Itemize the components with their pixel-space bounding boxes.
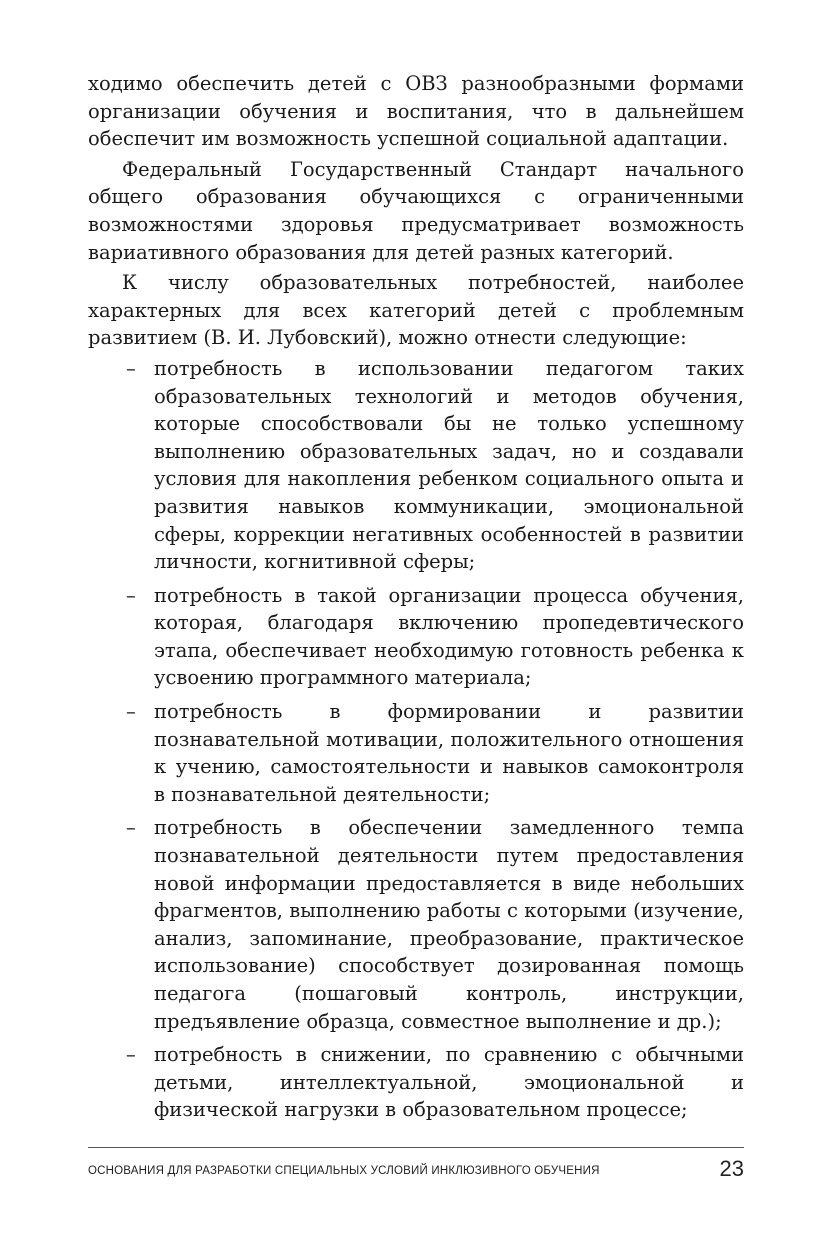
page-body <box>88 70 744 1130</box>
list-item-text: потребность в использовании педагогом таких образовательных технологий и методов обучения, которые способствовали бы не только успешному выполнению образовательных задач, но и создавали условия для накопления ребенком социального опыта и развития навыков коммуникации, эмоциональной сферы, коррекции негативных особенностей в развитии личности, когнитивной сферы; <box>154 356 744 574</box>
list-item-text: потребность в обеспечении замедленного темпа познавательной деятельности путем предоставления новой информации предоставляется в виде небольших фрагментов, выполнению работы с которыми (изучение, анализ, запоминание, преобразование, практическое использование) способствует дозированная помощь педагога (пошаговый контроль, инструкции, предъявление образца, совместное выполнение и др.); <box>154 816 744 1033</box>
paragraph-needs-intro: К числу образовательных потребностей, наиболее характерных для всех категорий детей с проблемным развитием (В. И. Лубовский), можно отнести следующие: <box>88 271 744 350</box>
list-item-text: потребность в формировании и развитии познавательной мотивации, положительного отношения к учению, самостоятельности и навыков самоконтроля в познавательной деятельности; <box>154 700 744 806</box>
list-item-text: потребность в такой организации процесса обучения, которая, благодаря включению пропедевтического этапа, обеспечивает необходимую готовность ребенка к усвоению программного материала; <box>154 583 744 690</box>
list-item <box>88 582 744 692</box>
dash-marker: – <box>126 1043 136 1067</box>
list-item-text: потребность в снижении, по сравнению с обычными детьми, интеллектуальной, эмоциональной и физической нагрузки в образовательном процессе; <box>154 1043 744 1122</box>
dash-marker: – <box>126 583 136 607</box>
list-item <box>88 1041 744 1124</box>
list-item <box>88 814 744 1035</box>
dash-marker: – <box>126 816 136 840</box>
paragraph-continuation: ходимо обеспечить детей с ОВЗ разнообразными формами организации обучения и воспитания, что в дальнейшем обеспечит им возможность успешной социальной адаптации. <box>88 72 744 151</box>
footer-divider <box>88 1147 744 1148</box>
needs-list <box>88 355 744 1124</box>
page-footer <box>88 1156 744 1186</box>
dash-marker: – <box>126 700 136 724</box>
paragraph-fgos-standard: Федеральный Государственный Стандарт начального общего образования обучающихся с ограниченными возможностями здоровья предусматривает возможность вариативного образования для детей разных категорий. <box>88 157 744 264</box>
list-item <box>88 355 744 576</box>
dash-marker: – <box>126 356 136 380</box>
text-block <box>88 70 744 1124</box>
list-item <box>88 698 744 808</box>
running-head: ОСНОВАНИЯ ДЛЯ РАЗРАБОТКИ СПЕЦИАЛЬНЫХ УСЛОВИЙ ИНКЛЮЗИВНОГО ОБУЧЕНИЯ <box>88 1165 600 1177</box>
page-number: 23 <box>719 1156 744 1181</box>
